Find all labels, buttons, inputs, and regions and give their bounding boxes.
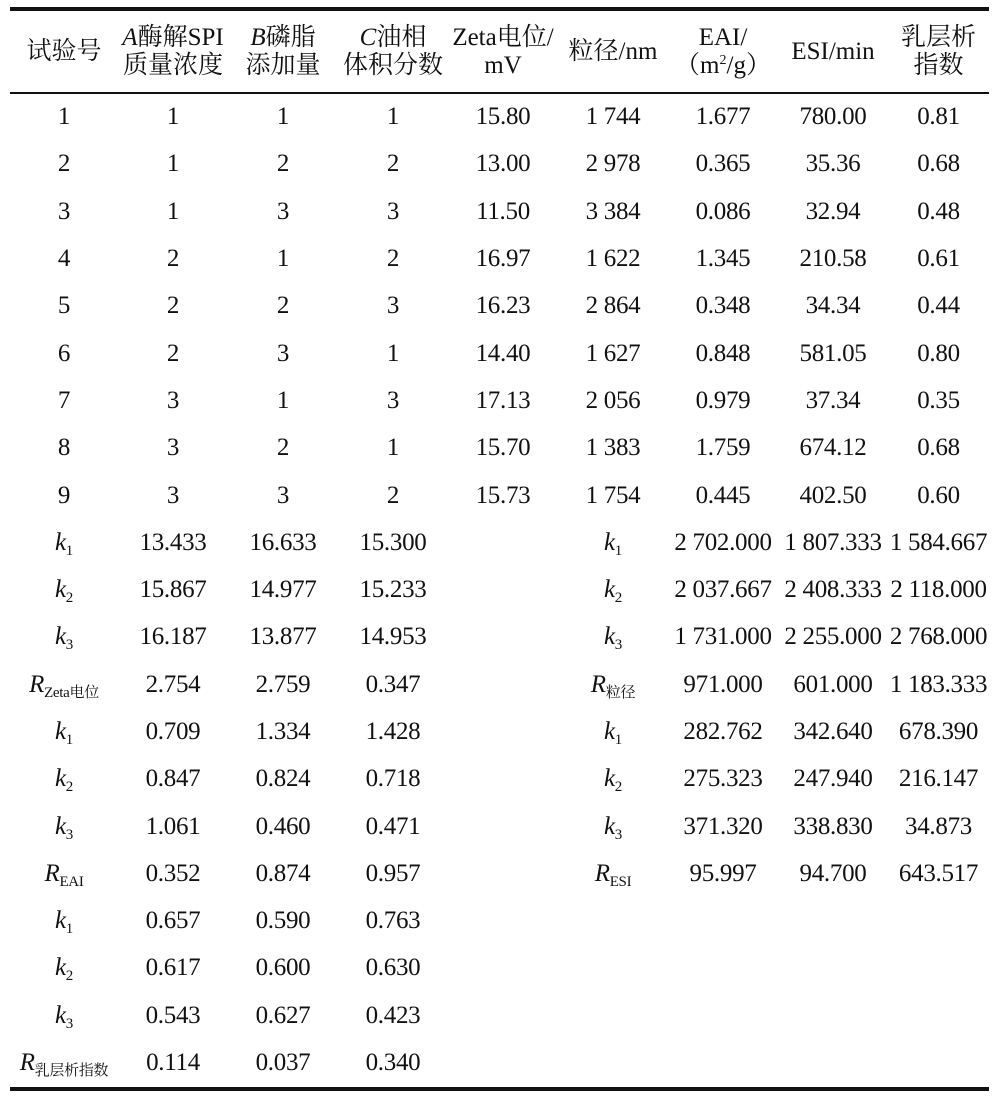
table-cell: 0.61 [917,245,960,273]
stat-row [10,803,989,850]
table-cell: 3 [386,386,400,414]
table-cell: 6 [57,339,71,367]
stat-label: $R_{粒径}$ [590,670,636,701]
table-cell: 35.36 [805,150,861,178]
table-cell: 2 978 [585,150,641,178]
stat-label: $k_3$ [604,623,622,654]
stat-value: 14.953 [359,623,427,651]
table-cell: 1 622 [585,245,641,273]
table-cell: 3 384 [585,197,641,225]
stat-value: 0.718 [365,765,421,793]
stat-label: $k_3$ [55,1001,73,1032]
stat-value: 0.657 [145,907,201,935]
table-cell: 2 864 [585,292,641,320]
stat-value [778,992,888,1039]
table-cell: 210.58 [799,245,867,273]
table-cell: 15.80 [475,103,531,131]
orthogonal-test-table-page [10,7,989,1091]
stat-value: 0.847 [145,765,201,793]
stat-value: 2 255.000 [784,623,882,651]
table-cell: 1 [386,434,400,462]
header-factor-a: A酶解SPI 质量浓度 [122,23,224,79]
table-row [10,472,989,519]
stat-value: 338.830 [793,812,873,840]
stat-label: $R_{Zeta电位}$ [29,670,99,701]
table-cell: 0.979 [695,386,751,414]
stat-value: 971.000 [683,670,763,698]
header-zeta: Zeta电位/ mV [452,23,554,79]
table-cell: 0.365 [695,150,751,178]
stat-value: 2 118.000 [890,576,987,604]
table-cell: 3 [276,339,290,367]
stat-value: 0.957 [365,859,421,887]
table-body [10,94,989,1087]
table-cell: 0.44 [917,292,960,320]
table-cell: 1 [57,103,71,131]
table-cell: 0.48 [917,197,960,225]
stat-value: 1.428 [365,718,421,745]
stat-value [668,1039,778,1086]
table-cell: 1 [166,103,180,131]
orthogonal-test-table-body [10,94,989,1087]
table-cell: 1 [386,339,400,367]
table-cell: 4 [57,245,71,273]
table-cell: 1 [166,150,180,178]
table-cell: 402.50 [799,481,867,509]
table-cell: 1.677 [695,103,751,131]
stat-value: 1 807.333 [784,528,882,556]
empty-cell [448,519,558,566]
header-factor-b: B磷脂 添加量 [245,23,321,79]
stat-label: $k_2$ [55,765,73,796]
header-particle-size: 粒径/nm [568,37,658,65]
table-cell: 0.60 [917,481,960,509]
stat-row [10,898,989,945]
table-cell: 3 [386,197,400,225]
table-cell: 2 [57,150,71,178]
table-cell: 3 [276,481,290,509]
table-cell: 0.848 [695,339,751,367]
stat-value [888,945,989,992]
stat-value: 0.460 [255,812,311,840]
table-cell: 3 [166,481,180,509]
stat-value: 0.543 [145,1001,201,1029]
stat-label: $k_3$ [55,623,73,654]
table-cell: 2 [276,292,290,320]
stat-value: 94.700 [799,859,867,887]
stat-value: 275.323 [683,765,763,793]
stat-row [10,661,989,708]
stat-row [10,519,989,566]
table-cell: 1.345 [695,245,751,273]
table-cell: 3 [57,197,71,225]
table-cell: 7 [57,386,71,414]
stat-row [10,850,989,897]
table-cell: 16.97 [475,245,531,273]
stat-value: 16.187 [139,623,207,651]
header-esi: ESI/min [791,37,875,65]
stat-label: $k_1$ [55,718,73,748]
table-cell: 2 [166,292,180,320]
empty-cell [448,1039,558,1086]
table-cell: 0.68 [917,150,960,178]
table-cell: 3 [166,434,180,462]
stat-label [558,1039,668,1086]
table-cell: 11.50 [476,197,530,225]
table-cell: 15.73 [475,481,531,509]
stat-value [668,992,778,1039]
table-cell: 1 [166,197,180,225]
stat-label: $k_2$ [604,576,622,607]
stat-value: 0.037 [255,1049,311,1077]
stat-label [558,898,668,945]
stat-label: $k_1$ [604,528,622,559]
table-cell: 1 [276,245,290,273]
stat-label: $k_2$ [55,576,73,607]
table-row [10,235,989,282]
stat-value: 1 731.000 [674,623,772,651]
stat-value: 16.633 [249,528,317,556]
table-cell: 1 627 [585,339,641,367]
table-cell: 15.70 [475,434,531,462]
stat-value: 13.433 [139,528,207,556]
stat-value: 2 702.000 [674,528,772,556]
stat-value: 2.759 [255,670,311,698]
table-row [10,377,989,424]
stat-value: 0.630 [365,954,421,982]
table-cell: 2 [276,434,290,462]
stat-row [10,992,989,1039]
stat-value: 14.977 [249,576,317,604]
stat-value: 0.423 [365,1001,421,1029]
table-cell: 0.80 [917,339,960,367]
stat-value: 1.061 [145,812,201,840]
stat-value: 0.352 [145,859,201,887]
stat-label: $k_3$ [55,812,73,843]
table-cell: 674.12 [799,434,867,462]
stat-value: 247.940 [793,765,873,793]
table-cell: 9 [57,481,71,509]
table-cell: 1 [386,103,400,131]
stat-value [668,945,778,992]
table-cell: 16.23 [475,292,531,320]
stat-row [10,566,989,613]
table-cell: 17.13 [475,386,531,414]
stat-value: 216.147 [898,765,979,793]
table-cell: 13.00 [475,150,531,178]
empty-cell [448,614,558,661]
stat-value [888,992,989,1039]
stat-value: 678.390 [898,718,979,745]
stat-value: 2.754 [145,670,201,698]
table-cell: 581.05 [799,339,867,367]
table-cell: 3 [276,197,290,225]
stat-value: 0.709 [145,718,201,745]
stat-value: 34.873 [905,812,972,840]
stat-value: 13.877 [249,623,317,651]
table-cell: 2 [386,150,400,178]
empty-cell [448,898,558,945]
table-cell: 1.759 [695,434,751,462]
stat-label: $k_3$ [604,812,622,843]
header-eai: EAI/ $(m^2/g)$ [675,23,771,79]
table-cell: 1 [276,103,290,131]
stat-row [10,1039,989,1086]
stat-value: 1 584.667 [889,528,988,556]
stat-value [778,898,888,945]
stat-label: $k_2$ [55,954,73,985]
table-cell: 2 [386,481,400,509]
table-cell: 5 [57,292,71,320]
table-cell: 1 744 [585,103,641,131]
stat-label: $k_1$ [55,907,73,938]
header-factor-c: C油相 体积分数 [342,23,443,79]
stat-value: 15.233 [359,576,427,604]
empty-cell [448,756,558,803]
table-cell: 37.34 [805,386,861,414]
table-cell: 0.81 [917,103,960,131]
table-cell: 14.40 [475,339,531,367]
table-cell: 0.35 [917,386,960,414]
stat-label: $k_2$ [604,765,622,796]
stat-value: 2 037.667 [674,576,772,604]
header-creaming-index: 乳层析 指数 [900,23,976,79]
stat-label: $k_1$ [604,718,622,748]
empty-cell [448,661,558,708]
stat-value [888,1039,989,1086]
stat-value: 0.763 [365,907,421,935]
stat-value: 0.627 [255,1001,311,1029]
empty-cell [448,945,558,992]
stat-label [558,992,668,1039]
stat-value: 2 408.333 [784,576,882,604]
empty-cell [448,566,558,613]
header-trial: 试验号 [26,37,102,65]
table-cell: 1 383 [585,434,641,462]
stat-value: 0.600 [255,954,311,982]
table-cell: 3 [386,292,400,320]
stat-label: $k_1$ [55,528,73,559]
stat-label: $R_{EAI}$ [44,859,84,890]
table-row [10,283,989,330]
stat-label: $R_{ESI}$ [594,859,632,890]
stat-value: 0.347 [365,670,421,698]
stat-value: 0.340 [365,1049,421,1077]
table-cell: 2 [276,150,290,178]
table-cell: 32.94 [805,197,861,225]
table-cell: 0.68 [917,434,960,462]
stat-value: 643.517 [898,859,979,887]
empty-cell [448,850,558,897]
stat-value: 1.334 [255,718,311,745]
table-row [10,94,989,141]
stat-row [10,614,989,661]
stat-value [778,945,888,992]
table-row [10,141,989,188]
table-row [10,330,989,377]
table-cell: 0.086 [695,197,751,225]
table-cell: 1 [276,386,290,414]
stat-value: 0.471 [365,812,421,840]
stat-value: 371.320 [683,812,763,840]
stat-value [778,1039,888,1086]
empty-cell [448,708,558,755]
empty-cell [448,803,558,850]
stat-value: 601.000 [793,670,873,698]
table-cell: 0.348 [695,292,751,320]
stat-value: 1 183.333 [889,670,988,698]
table-cell: 0.445 [695,481,751,509]
stat-value: 15.300 [359,528,427,556]
stat-value: 0.617 [145,954,201,982]
table-cell: 2 [166,245,180,273]
stat-value: 15.867 [139,576,207,604]
table-row [10,425,989,472]
stat-label [558,945,668,992]
table-cell: 2 [386,245,400,273]
stat-value: 2 768.000 [889,623,988,651]
stat-value: 0.590 [255,907,311,935]
stat-row [10,708,989,755]
table-cell: 2 [166,339,180,367]
stat-row [10,756,989,803]
table-cell: 2 056 [585,386,641,414]
empty-cell [448,992,558,1039]
table-cell: 3 [166,386,180,414]
table-cell: 1 754 [585,481,641,509]
stat-value: 0.874 [255,859,311,887]
stat-row [10,945,989,992]
stat-value: 282.762 [683,718,763,745]
stat-label: $R_{乳层析指数}$ [19,1049,109,1080]
table-cell: 34.34 [805,292,861,320]
table-row [10,188,989,235]
table-bottom-rule [10,1087,989,1091]
stat-value [668,898,778,945]
stat-value: 0.114 [146,1049,200,1077]
table-header [10,11,989,92]
table-cell: 8 [57,434,71,462]
orthogonal-test-table [10,11,989,92]
stat-value: 342.640 [793,718,873,745]
table-cell: 780.00 [799,103,867,131]
stat-value: 0.824 [255,765,311,793]
stat-value [888,898,989,945]
stat-value: 95.997 [689,859,757,887]
